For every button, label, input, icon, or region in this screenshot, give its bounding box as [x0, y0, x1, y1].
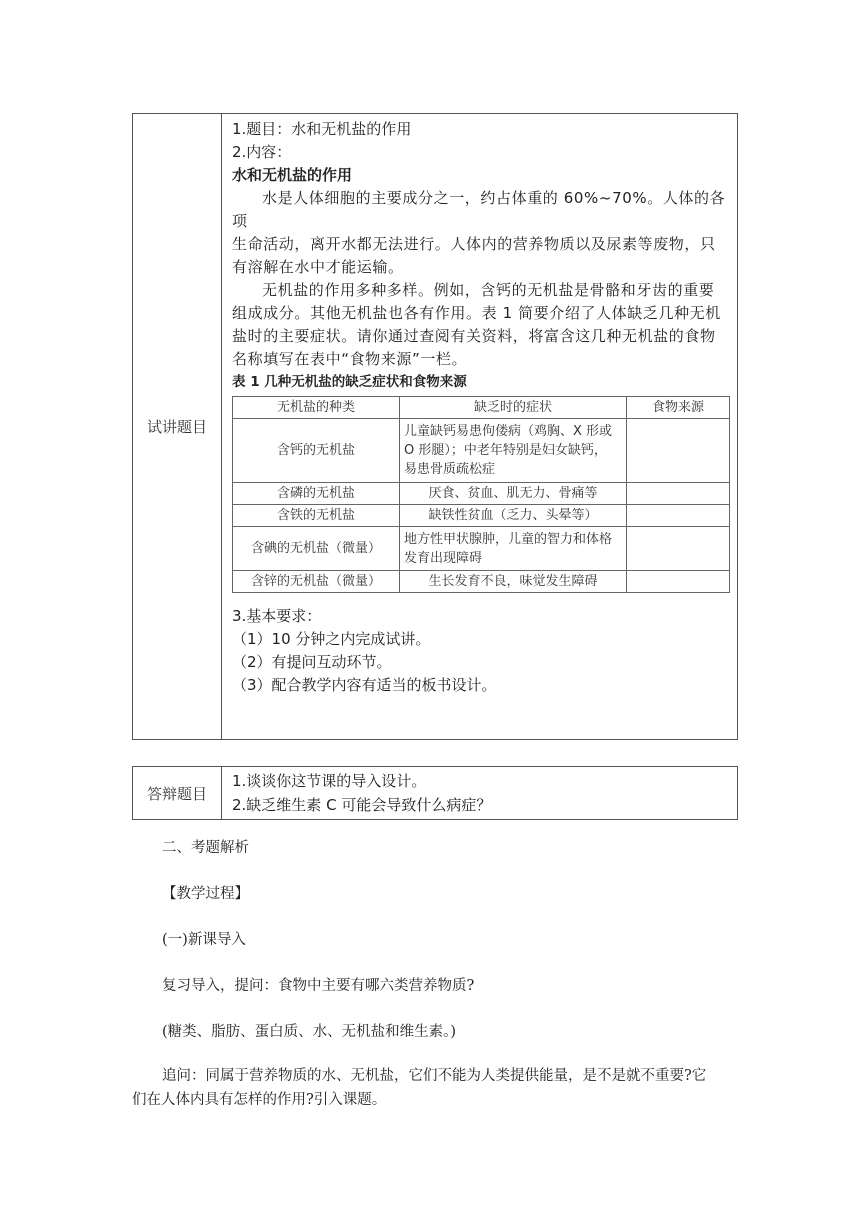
requirement-item: （2）有提问互动环节。	[232, 653, 392, 671]
defense-topic-content	[222, 767, 738, 820]
mineral-table	[232, 396, 730, 593]
table-caption: 表 1 几种无机盐的缺乏症状和食物来源	[232, 374, 467, 390]
paragraph-salt-line-2: 组成成分。其他无机盐也各有作用。表 1 简要介绍了人体缺乏几种无机	[232, 304, 721, 322]
row-symptom: 生长发育不良，味觉发生障碍	[400, 571, 627, 593]
defense-question-2: 2.缺乏维生素 C 可能会导致什么病症？	[232, 796, 492, 814]
symptom-line: 儿童缺钙易患佝偻病（鸡胸、X 形或	[404, 424, 613, 439]
row-source	[627, 527, 730, 571]
header-source: 食物来源	[627, 397, 730, 419]
lecture-topic-label: 试讲题目	[133, 114, 222, 740]
row-kind: 含锌的无机盐（微量）	[233, 571, 400, 593]
defense-topic-label: 答辩题目	[133, 767, 222, 820]
table-row	[233, 571, 730, 593]
content-label: 2.内容：	[232, 143, 292, 161]
row-source	[627, 571, 730, 593]
follow-up-line-1: 追问：同属于营养物质的水、无机盐，它们不能为人类提供能量，是不是就不重要?它	[162, 1068, 707, 1084]
paragraph-salt-line-3: 盐时的主要症状。请你通过查阅有关资料，将富含这几种无机盐的食物	[232, 327, 716, 345]
intro-heading: (一)新课导入	[162, 932, 246, 948]
defense-topic-table	[132, 766, 738, 820]
row-kind: 含钙的无机盐	[233, 419, 400, 483]
requirements-title: 3.基本要求：	[232, 607, 322, 625]
table-row	[233, 527, 730, 571]
defense-question-1: 1.谈谈你这节课的导入设计。	[232, 772, 427, 790]
row-kind: 含铁的无机盐	[233, 505, 400, 527]
row-kind: 含碘的无机盐（微量）	[233, 527, 400, 571]
row-source	[627, 505, 730, 527]
paragraph-salt-line-1: 无机盐的作用多种多样。例如，含钙的无机盐是骨骼和牙齿的重要	[262, 281, 715, 299]
row-symptom	[400, 527, 627, 571]
table-row	[233, 483, 730, 505]
row-source	[627, 419, 730, 483]
row-source	[627, 483, 730, 505]
topic-title: 1.题目：水和无机盐的作用	[232, 120, 412, 138]
row-kind: 含磷的无机盐	[233, 483, 400, 505]
row-symptom	[400, 419, 627, 483]
cut-off-line	[232, 697, 737, 707]
requirement-item: （3）配合教学内容有适当的板书设计。	[232, 676, 497, 694]
follow-up-line-2: 们在人体内具有怎样的作用?引入课题。	[132, 1092, 387, 1108]
paragraph-water-line-1: 水是人体细胞的主要成分之一，约占体重的 60%~70%。人体的各项	[232, 189, 726, 230]
paragraph-water-line-3: 有溶解在水中才能运输。	[232, 258, 404, 276]
symptom-line: 地方性甲状腺肿，儿童的智力和体格	[404, 531, 613, 547]
lecture-topic-table	[132, 113, 738, 740]
review-answer: (糖类、脂肪、蛋白质、水、无机盐和维生素。)	[162, 1024, 457, 1040]
row-symptom: 厌食、贫血、肌无力、骨痛等	[400, 483, 627, 505]
review-question: 复习导入，提问：食物中主要有哪六类营养物质?	[162, 978, 475, 994]
requirement-item: （1）10 分钟之内完成试讲。	[232, 630, 431, 648]
section-heading: 二、考题解析	[162, 840, 249, 856]
header-kind: 无机盐的种类	[233, 397, 400, 419]
row-symptom: 缺铁性贫血（乏力、头晕等）	[400, 505, 627, 527]
lesson-heading: 水和无机盐的作用	[232, 166, 353, 184]
teaching-process-heading: 【教学过程】	[162, 886, 249, 902]
paragraph-water-line-2: 生命活动，离开水都无法进行。人体内的营养物质以及尿素等废物，只	[232, 235, 716, 253]
table-row	[233, 419, 730, 483]
symptom-line: 发育出现障碍	[404, 550, 483, 566]
symptom-line: 易患骨质疏松症	[404, 462, 496, 477]
table-header-row	[233, 397, 730, 419]
symptom-line: O 形腿）；中老年特别是妇女缺钙，	[404, 443, 607, 458]
table-row	[233, 505, 730, 527]
header-symptom: 缺乏时的症状	[400, 397, 627, 419]
paragraph-salt-line-4: 名称填写在表中“食物来源”一栏。	[232, 350, 468, 368]
lecture-topic-content	[222, 114, 738, 740]
